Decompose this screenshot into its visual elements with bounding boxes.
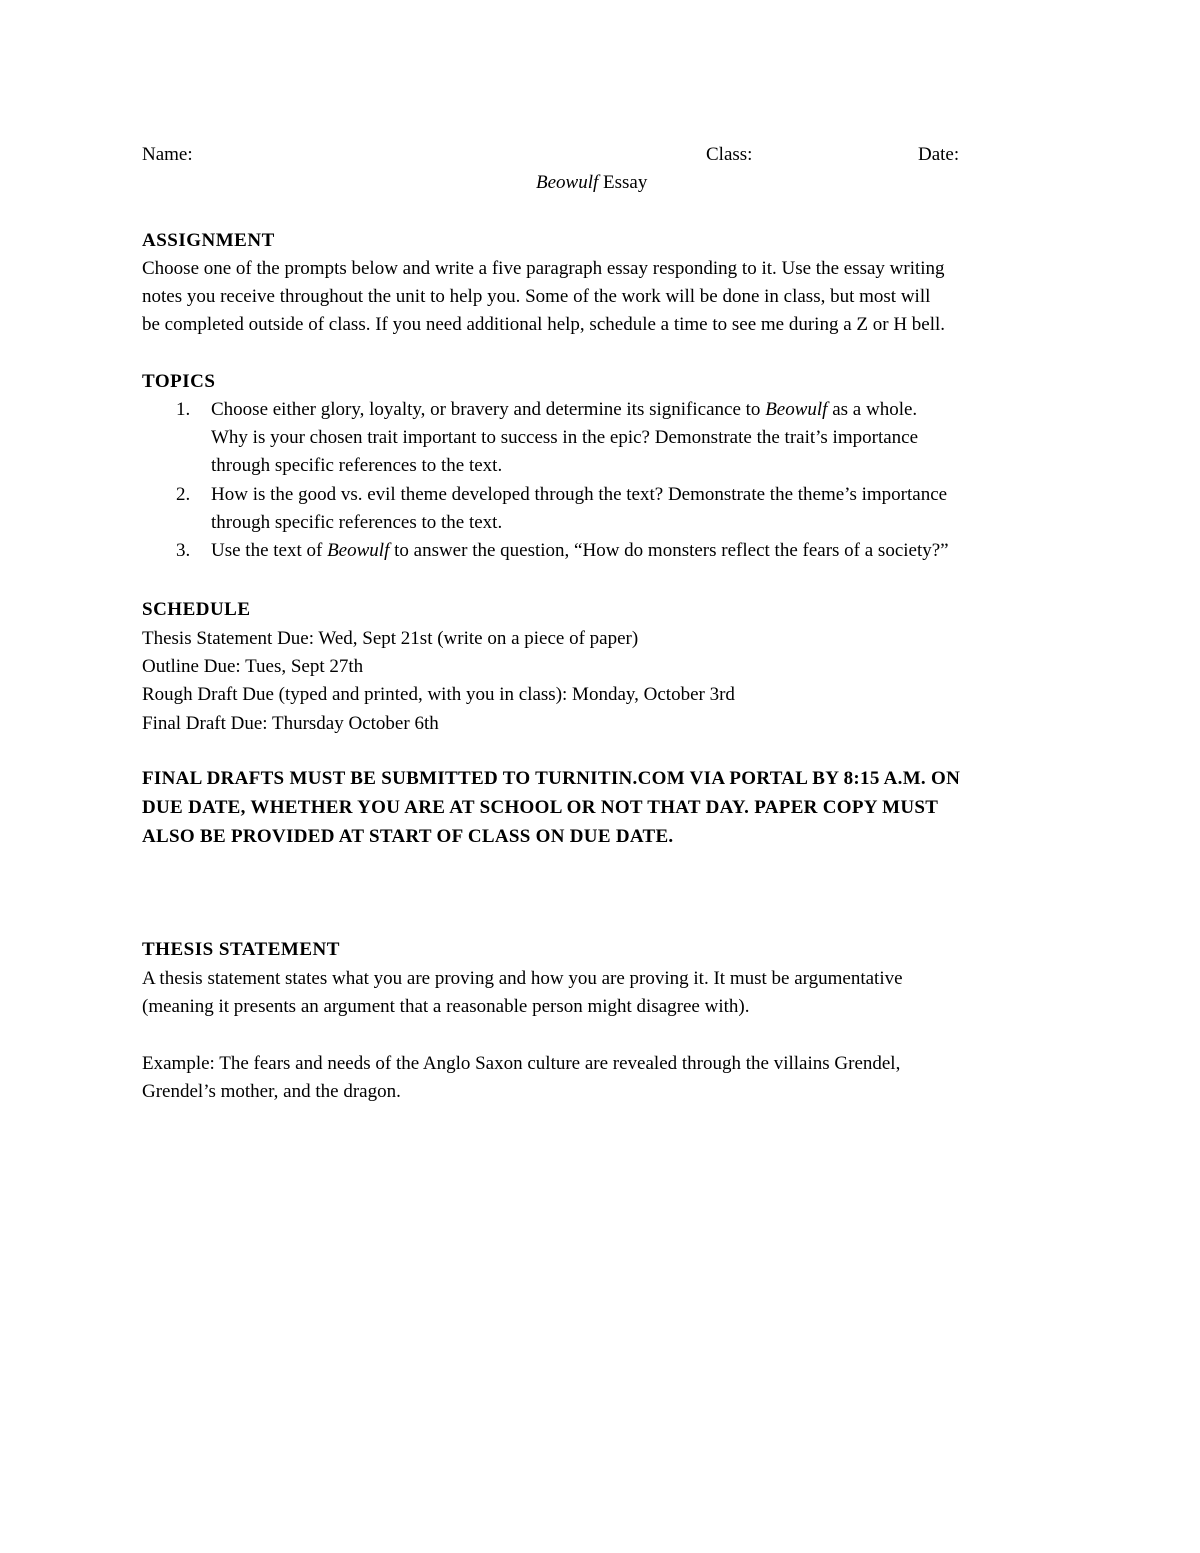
schedule-line: Final Draft Due: Thursday October 6th [142, 712, 439, 734]
topic-item [142, 537, 1072, 565]
thesis-example [142, 1050, 1072, 1106]
topic-number: 2. [176, 483, 191, 505]
topic-number: 1. [176, 399, 191, 420]
topic-line: How is the good vs. evil theme developed through the text? Demonstrate the theme’s importance [211, 483, 948, 505]
topics-list [142, 396, 1072, 565]
warning-line: ALSO BE PROVIDED AT START OF CLASS ON DUE DATE. [142, 826, 674, 847]
warning-line: DUE DATE, WHETHER YOU ARE AT SCHOOL OR NOT THAT DAY. PAPER COPY MUST [142, 797, 939, 818]
assignment-line: be completed outside of class. If you need additional help, schedule a time to see me during a Z or H bell. [142, 314, 946, 336]
date-label: Date: [918, 144, 960, 165]
assignment-paragraph [142, 255, 1072, 340]
topic-line: Why is your chosen trait important to success in the epic? Demonstrate the trait’s importance [211, 427, 919, 449]
topic-line: Choose either glory, loyalty, or bravery and determine its significance to Beowulf as a whole. [211, 399, 918, 420]
assignment-line: notes you receive throughout the unit to help you. Some of the work will be done in class, but most will [142, 286, 931, 308]
topic-line: through specific references to the text. [211, 455, 503, 477]
schedule-list [142, 625, 1072, 738]
topic-item [142, 481, 1072, 537]
schedule-line: Thesis Statement Due: Wed, Sept 21st (write on a piece of paper) [142, 628, 639, 649]
document-title [536, 169, 647, 197]
example-line: Example: The fears and needs of the Anglo Saxon culture are revealed through the villains Grendel, [142, 1053, 901, 1074]
beowulf-italic: Beowulf [765, 399, 828, 420]
thesis-line: (meaning it presents an argument that a reasonable person might disagree with). [142, 996, 750, 1018]
topic-line: Use the text of Beowulf to answer the question, “How do monsters reflect the fears of a society?” [211, 540, 949, 562]
thesis-paragraph [142, 965, 1072, 1021]
assignment-heading: ASSIGNMENT [142, 230, 275, 251]
name-label: Name: [142, 144, 193, 165]
topics-heading: TOPICS [142, 371, 216, 392]
topic-number: 3. [176, 540, 191, 562]
title-italic-part: Beowulf [536, 172, 599, 193]
schedule-heading: SCHEDULE [142, 599, 251, 620]
schedule-line: Rough Draft Due (typed and printed, with you in class): Monday, October 3rd [142, 684, 735, 706]
example-line: Grendel’s mother, and the dragon. [142, 1081, 401, 1103]
warning-line: FINAL DRAFTS MUST BE SUBMITTED TO TURNITIN.COM VIA PORTAL BY 8:15 A.M. ON [142, 768, 961, 789]
topic-line: through specific references to the text. [211, 511, 503, 533]
submission-warning [142, 764, 1072, 851]
title-rest-part: Essay [598, 172, 648, 193]
assignment-line: Choose one of the prompts below and write a five paragraph essay responding to it. Use the essay writing [142, 258, 945, 279]
topic-item [142, 396, 1072, 481]
thesis-line: A thesis statement states what you are proving and how you are proving it. It must be argumentative [142, 968, 903, 989]
class-label: Class: [706, 144, 753, 165]
thesis-heading: THESIS STATEMENT [142, 939, 340, 960]
beowulf-italic: Beowulf [327, 540, 390, 562]
schedule-line: Outline Due: Tues, Sept 27th [142, 656, 364, 678]
